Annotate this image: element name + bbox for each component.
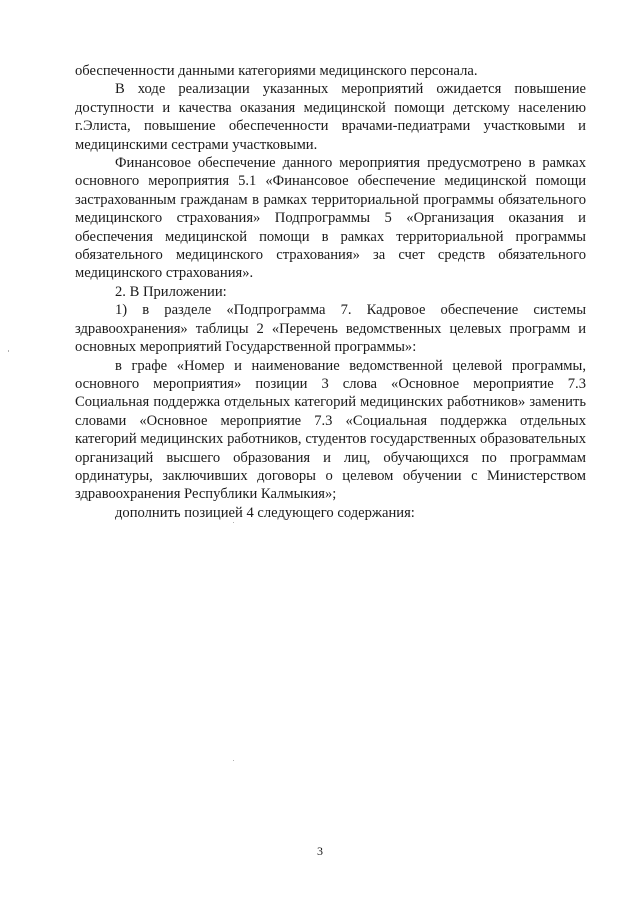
document-body [75, 62, 586, 522]
paragraph-1: обеспеченности данными категориями медицинского персонала. [75, 63, 478, 79]
paragraph-6: в графе «Номер и наименование ведомственной целевой программы, основного мероприятия» позиции 3 слова «Основное мероприятие 7.3 Социальная поддержка отдельных категорий медицинских работников» заменить словами «Основное мероприятие 7.3 «Социальная поддержка отдельных категорий медицинских работников, студентов государственных образовательных организаций высшего образования и лиц, обучающихся по программам ординатуры, заключивших договоры о целевом обучении с Министерством здравоохранения Республики Калмыкия»; [75, 357, 586, 503]
paragraph-2: В ходе реализации указанных мероприятий ожидается повышение доступности и качества оказания медицинской помощи детскому населению г.Элиста, повышение обеспеченности врачами-педиатрами участковыми и медицинскими сестрами участковыми. [75, 81, 586, 153]
paragraph-3: Финансовое обеспечение данного мероприятия предусмотрено в рамках основного мероприятия 5.1 «Финансовое обеспечение медицинской помощи застрахованным гражданам в рамках территориальной программы обязательного медицинского страхования» Подпрограммы 5 «Организация оказания и обеспечения медицинской помощи в рамках территориальной программы обязательного медицинского страхования» за счет средств обязательного медицинского страхования». [75, 155, 586, 282]
paragraph-4: 2. В Приложении: [115, 283, 227, 300]
paragraph-5: 1) в разделе «Подпрограмма 7. Кадровое обеспечение системы здравоохранения» таблицы 2 «Перечень ведомственных целевых программ и основных мероприятий Государственной программы»: [75, 302, 586, 356]
scan-speck [233, 760, 234, 761]
scan-speck [233, 522, 234, 523]
paragraph-7: дополнить позицией 4 следующего содержания: [115, 504, 415, 521]
page-number: 3 [317, 844, 323, 858]
scan-speck [8, 350, 9, 352]
